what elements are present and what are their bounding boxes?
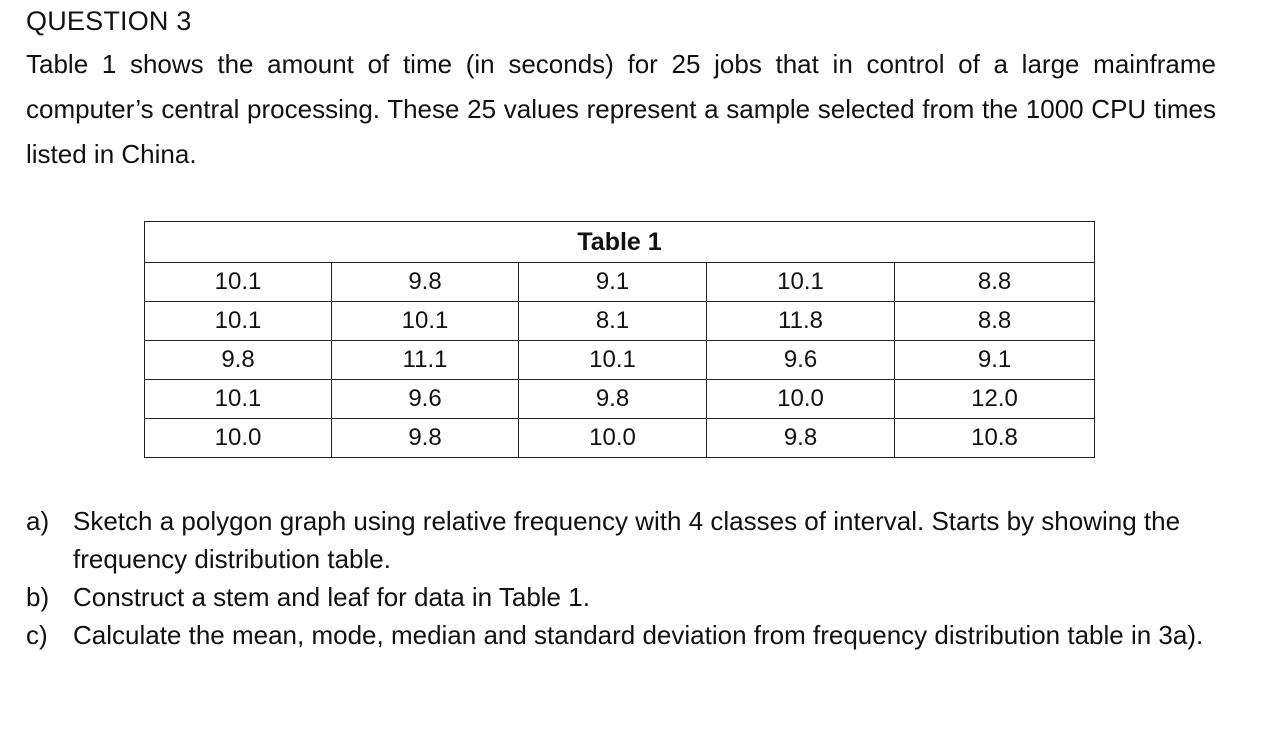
- table-cell: 10.1: [145, 302, 332, 341]
- question-item-c: [26, 616, 1226, 654]
- table-row: [145, 341, 1095, 380]
- question-letter: b): [26, 582, 50, 612]
- table-cell: 9.6: [332, 380, 519, 419]
- table-row: [145, 263, 1095, 302]
- question-item-b: [26, 578, 1226, 616]
- table-cell: 10.1: [707, 263, 895, 302]
- question-text: Construct a stem and leaf for data in Table 1.: [73, 582, 590, 612]
- table-cell: 9.8: [519, 380, 707, 419]
- table-cell: 10.0: [519, 419, 707, 458]
- table-cell: 10.1: [145, 380, 332, 419]
- question-item-a: [26, 502, 1226, 578]
- table-cell: 9.6: [707, 341, 895, 380]
- table-cell: 11.8: [707, 302, 895, 341]
- table-cell: 10.8: [895, 419, 1095, 458]
- question-letter: a): [26, 506, 50, 536]
- table-cell: 11.1: [332, 341, 519, 380]
- table-cell: 10.1: [332, 302, 519, 341]
- table-cell: 8.8: [895, 263, 1095, 302]
- table-cell: 12.0: [895, 380, 1095, 419]
- question-heading: QUESTION 3: [26, 6, 192, 36]
- table-cell: 9.8: [707, 419, 895, 458]
- question-list: [26, 502, 1226, 654]
- table-caption-row: [145, 222, 1095, 263]
- table-cell: 8.1: [519, 302, 707, 341]
- table-row: [145, 302, 1095, 341]
- table-cell: 10.0: [145, 419, 332, 458]
- table-cell: 10.1: [519, 341, 707, 380]
- table-row: [145, 419, 1095, 458]
- table-cell: 9.8: [145, 341, 332, 380]
- question-letter: c): [26, 620, 48, 650]
- table-cell: 9.1: [519, 263, 707, 302]
- question-text: Sketch a polygon graph using relative frequency with 4 classes of interval. Starts by showing the frequency distribution table.: [73, 506, 1181, 574]
- table-cell: 10.1: [145, 263, 332, 302]
- question-text: Calculate the mean, mode, median and standard deviation from frequency distribution table in 3a).: [73, 620, 1204, 650]
- table-cell: 8.8: [895, 302, 1095, 341]
- table-cell: 9.1: [895, 341, 1095, 380]
- question-intro-paragraph: Table 1 shows the amount of time (in seconds) for 25 jobs that in control of a large mainframe computer’s central processing. These 25 values represent a sample selected from the 1000 CPU times listed in China.: [26, 49, 1216, 169]
- table-cell: 10.0: [707, 380, 895, 419]
- table-cell: 9.8: [332, 419, 519, 458]
- table-cell: 9.8: [332, 263, 519, 302]
- cpu-times-table: [144, 221, 1095, 458]
- table-caption: Table 1: [145, 222, 1095, 263]
- table-row: [145, 380, 1095, 419]
